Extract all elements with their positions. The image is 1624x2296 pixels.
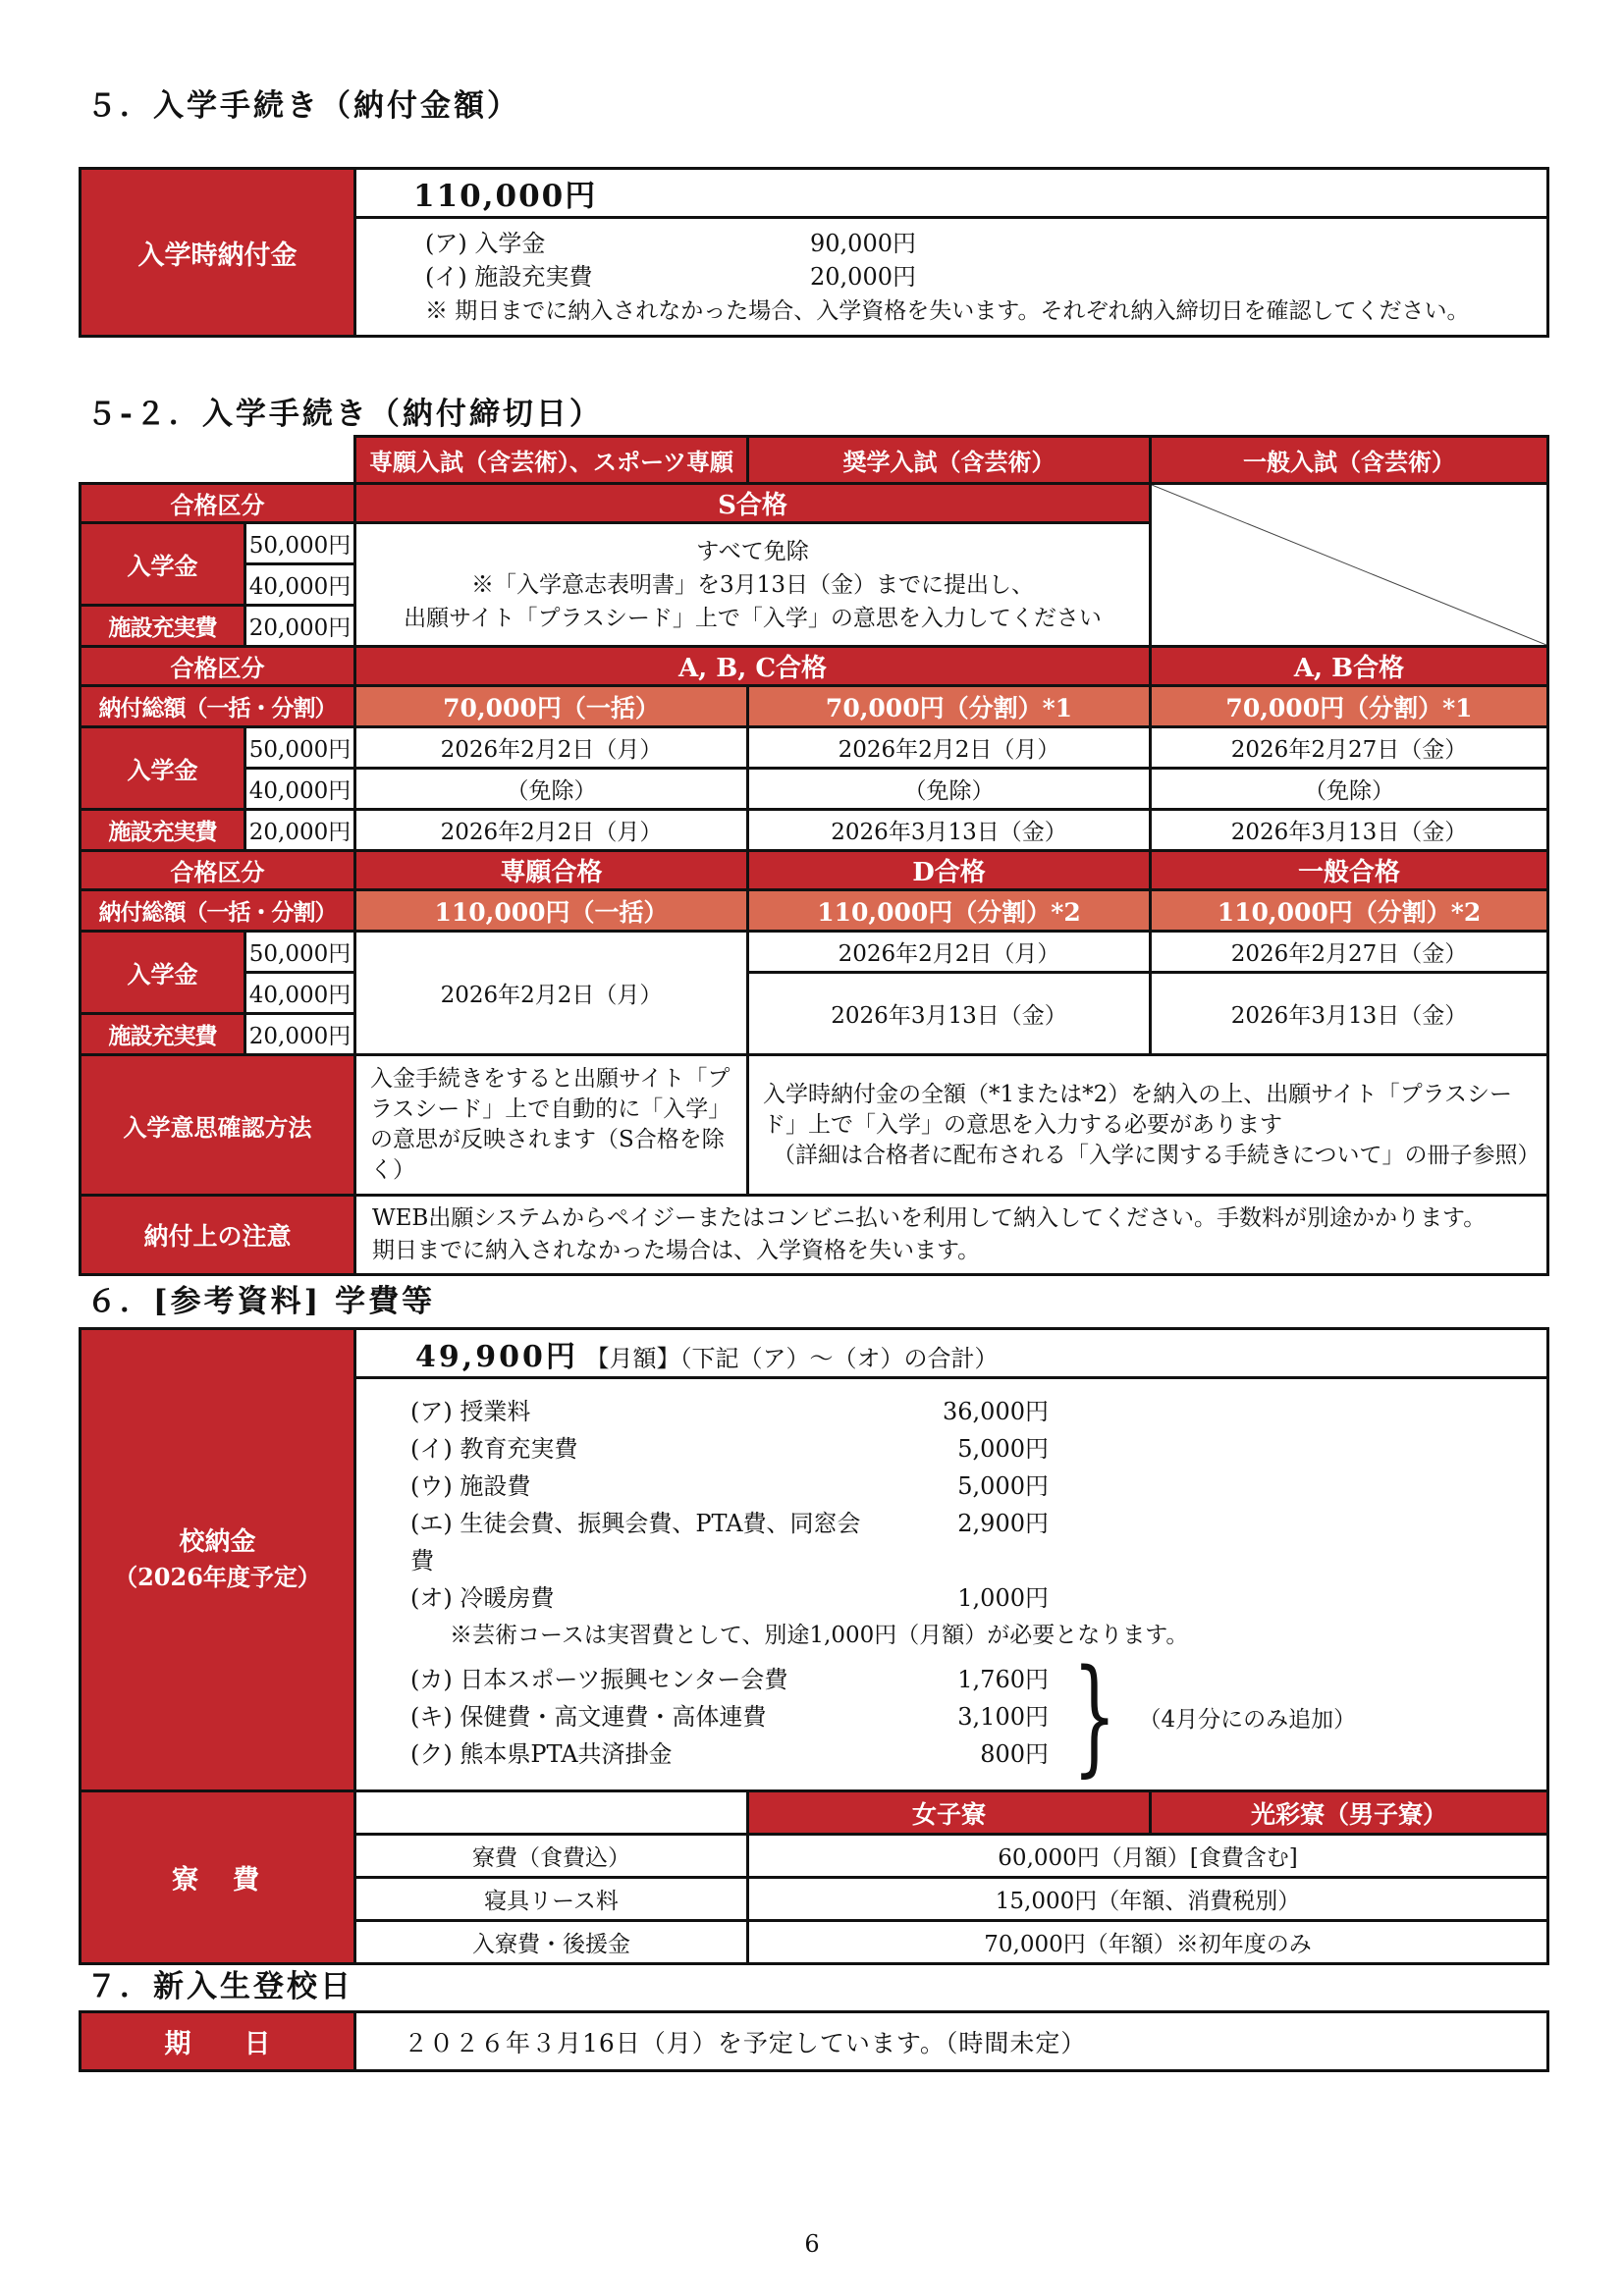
abc-grade-cell: A, B, C合格 xyxy=(355,647,1151,686)
fee-item: (イ) 教育充実費 5,000円 xyxy=(410,1435,1049,1463)
sengan-grade-cell: 専願合格 xyxy=(355,851,748,890)
payment-item xyxy=(425,260,1527,294)
confirm-method-label: 入学意思確認方法 xyxy=(81,1055,355,1196)
dorm-row-label: 寝具リース料 xyxy=(355,1878,748,1921)
fee-20000: 20,000円 xyxy=(245,1014,355,1055)
facility-fee-label: 施設充実費 xyxy=(81,810,245,851)
d-date: 2026年3月13日（金） xyxy=(748,973,1151,1055)
s-line: 出願サイト「プラスシード」上で「入学」の意思を入力してください xyxy=(404,605,1102,631)
abc-exempt: （免除） xyxy=(1151,769,1548,810)
school-fees-table xyxy=(79,1327,1549,1965)
entrance-payment-breakdown xyxy=(355,218,1548,337)
dorm-row-value: 15,000円（年額、消費税別） xyxy=(748,1878,1548,1921)
s-grade-cell: S合格 xyxy=(355,484,1151,523)
dorm-row-value: 60,000円（月額）[食費含む] xyxy=(748,1835,1548,1878)
abc-date: 2026年3月13日（金） xyxy=(748,810,1151,851)
admission-fee-label: 入学金 xyxy=(81,932,245,1014)
abc-exempt: （免除） xyxy=(748,769,1151,810)
abc-date: 2026年3月13日（金） xyxy=(1151,810,1548,851)
facility-fee-label: 施設充実費 xyxy=(81,606,245,647)
fee-20000: 20,000円 xyxy=(245,810,355,851)
abc-total-1: 70,000円（一括） xyxy=(355,686,748,727)
fee-40000: 40,000円 xyxy=(245,564,355,606)
abc-total-3: 70,000円（分割）*1 xyxy=(1151,686,1548,727)
monthly-total-amount: 49,900円 xyxy=(415,1339,578,1374)
dorm-row-label: 入寮費・後援金 xyxy=(355,1921,748,1964)
payment-item-label: (イ) 施設充実費 xyxy=(425,263,593,291)
dorm-row-label: 寮費（食費込） xyxy=(355,1835,748,1878)
fee-20000: 20,000円 xyxy=(245,606,355,647)
dorm-header-girls: 女子寮 xyxy=(748,1791,1151,1835)
first-day-table xyxy=(79,2010,1549,2072)
payment-caution-label: 納付上の注意 xyxy=(81,1196,355,1275)
category-label: 合格区分 xyxy=(81,647,355,686)
dorm-empty-header xyxy=(355,1791,748,1835)
fee-item: (エ) 生徒会費、振興会費、PTA費、同窓会費 2,900円 xyxy=(410,1510,1049,1575)
fee-50000: 50,000円 xyxy=(245,523,355,564)
section6-title: ６．[参考資料] 学費等 xyxy=(86,1284,436,1319)
admission-fee-label: 入学金 xyxy=(81,727,245,810)
confirm-method-other xyxy=(748,1055,1548,1196)
payment-item-label: (ア) 入学金 xyxy=(425,230,546,257)
page-number: 6 xyxy=(804,2230,820,2258)
abc-date: 2026年2月2日（月） xyxy=(355,727,748,769)
final-total-1: 110,000円（一括） xyxy=(355,890,748,932)
fee-40000: 40,000円 xyxy=(245,973,355,1014)
abc-exempt: （免除） xyxy=(355,769,748,810)
confirm-line: （詳細は合格者に配布される「入学に関する手続きについて」の冊子参照） xyxy=(773,1142,1541,1168)
general-date: 2026年2月27日（金） xyxy=(1151,932,1548,973)
dorm-fees-label: 寮 費 xyxy=(81,1791,355,1964)
section7-title: ７．新入生登校日 xyxy=(86,1969,353,2004)
monthly-total-suffix: 【月額】（下記（ア）～（オ）の合計） xyxy=(585,1344,999,1372)
fee-item: (キ) 保健費・高文連費・高体連費 3,100円 xyxy=(410,1703,1049,1731)
date-text: ２０２６年３月16日（月）を予定しています。（時間未定） xyxy=(355,2012,1548,2071)
section5-2-title: ５-２．入学手続き（納付締切日） xyxy=(86,397,603,432)
diagonal-line xyxy=(1152,485,1546,645)
category-label: 合格区分 xyxy=(81,484,355,523)
payment-item-value: 20,000円 xyxy=(810,263,916,291)
fee-item: (カ) 日本スポーツ振興センター会費 1,760円 xyxy=(410,1666,1049,1693)
april-only-group xyxy=(356,1643,1546,1789)
school-fees-label-line: 校納金 xyxy=(179,1527,256,1557)
art-course-note: ※芸術コースは実習費として、別途1,000円（月額）が必要となります。 xyxy=(450,1623,1189,1648)
d-grade-cell: D合格 xyxy=(748,851,1151,890)
dorm-header-boys: 光彩寮（男子寮） xyxy=(1151,1791,1548,1835)
general-date: 2026年3月13日（金） xyxy=(1151,973,1548,1055)
d-date: 2026年2月2日（月） xyxy=(748,932,1151,973)
entrance-payment-table xyxy=(79,167,1549,338)
date-label: 期 日 xyxy=(81,2012,355,2071)
exam-header-sengan: 専願入試（含芸術）、スポーツ専願 xyxy=(355,437,748,484)
confirm-line: 入学時納付金の全額（*1または*2）を納入の上、出願サイト「プラスシード」上で「入学」の意思を入力する必要があります xyxy=(763,1081,1512,1138)
section5-title: ５．入学手続き（納付金額） xyxy=(86,88,520,124)
s-grade-content xyxy=(355,523,1151,647)
s-line: ※「入学意志表明書」を3月13日（金）までに提出し、 xyxy=(471,571,1034,598)
general-grade-cell: 一般合格 xyxy=(1151,851,1548,890)
final-total-2: 110,000円（分割）*2 xyxy=(748,890,1151,932)
fee-item: (ア) 授業料 36,000円 xyxy=(410,1398,1049,1425)
exam-header-ippan: 一般入試（含芸術） xyxy=(1151,437,1548,484)
sengan-date: 2026年2月2日（月） xyxy=(355,932,748,1055)
payment-item xyxy=(425,227,1527,260)
payment-caution-text xyxy=(355,1196,1548,1275)
april-only-note: （4月分にのみ追加） xyxy=(1138,1706,1357,1733)
fee-40000: 40,000円 xyxy=(245,769,355,810)
caution-line: 期日までに納入されなかった場合は、入学資格を失います。 xyxy=(372,1238,981,1263)
ab-grade-cell: A, B合格 xyxy=(1151,647,1548,686)
exam-header-shogaku: 奨学入試（含芸術） xyxy=(748,437,1151,484)
monthly-total-cell xyxy=(355,1329,1548,1378)
entrance-payment-label: 入学時納付金 xyxy=(81,169,355,337)
fee-50000: 50,000円 xyxy=(245,727,355,769)
diagonal-empty-cell xyxy=(1151,484,1548,647)
total-label: 納付総額（一括・分割） xyxy=(81,890,355,932)
school-fees-label-line: （2026年度予定） xyxy=(114,1563,321,1591)
entrance-payment-total: 110,000円 xyxy=(355,169,1548,218)
s-line: すべて免除 xyxy=(696,538,809,564)
abc-date: 2026年2月27日（金） xyxy=(1151,727,1548,769)
fee-50000: 50,000円 xyxy=(245,932,355,973)
deadline-table xyxy=(79,435,1549,1276)
category-label: 合格区分 xyxy=(81,851,355,890)
brace-glyph: } xyxy=(1072,1643,1117,1789)
confirm-method-sengan: 入金手続きをすると出願サイト「プラスシード」上で自動的に「入学」の意思が反映されます（S合格を除く） xyxy=(355,1055,748,1196)
abc-total-2: 70,000円（分割）*1 xyxy=(748,686,1151,727)
school-fees-label xyxy=(81,1329,355,1791)
abc-date: 2026年2月2日（月） xyxy=(748,727,1151,769)
payment-note: ※ 期日までに納入されなかった場合、入学資格を失います。それぞれ納入締切日を確認してください。 xyxy=(425,298,1470,324)
fee-item: (ウ) 施設費 5,000円 xyxy=(410,1472,1049,1500)
caution-line: WEB出願システムからペイジーまたはコンビニ払いを利用して納入してください。手数料が別途かかります。 xyxy=(372,1205,1487,1231)
facility-fee-label: 施設充実費 xyxy=(81,1014,245,1055)
fee-item: (ク) 熊本県PTA共済掛金 800円 xyxy=(410,1740,1049,1768)
payment-item-value: 90,000円 xyxy=(810,230,916,257)
dorm-row-value: 70,000円（年額）※初年度のみ xyxy=(748,1921,1548,1964)
abc-date: 2026年2月2日（月） xyxy=(355,810,748,851)
fee-item: (オ) 冷暖房費 1,000円 xyxy=(410,1584,1049,1612)
admission-fee-label: 入学金 xyxy=(81,523,245,606)
final-total-3: 110,000円（分割）*2 xyxy=(1151,890,1548,932)
empty-corner xyxy=(81,437,355,484)
total-label: 納付総額（一括・分割） xyxy=(81,686,355,727)
fee-breakdown-cell xyxy=(355,1378,1548,1791)
